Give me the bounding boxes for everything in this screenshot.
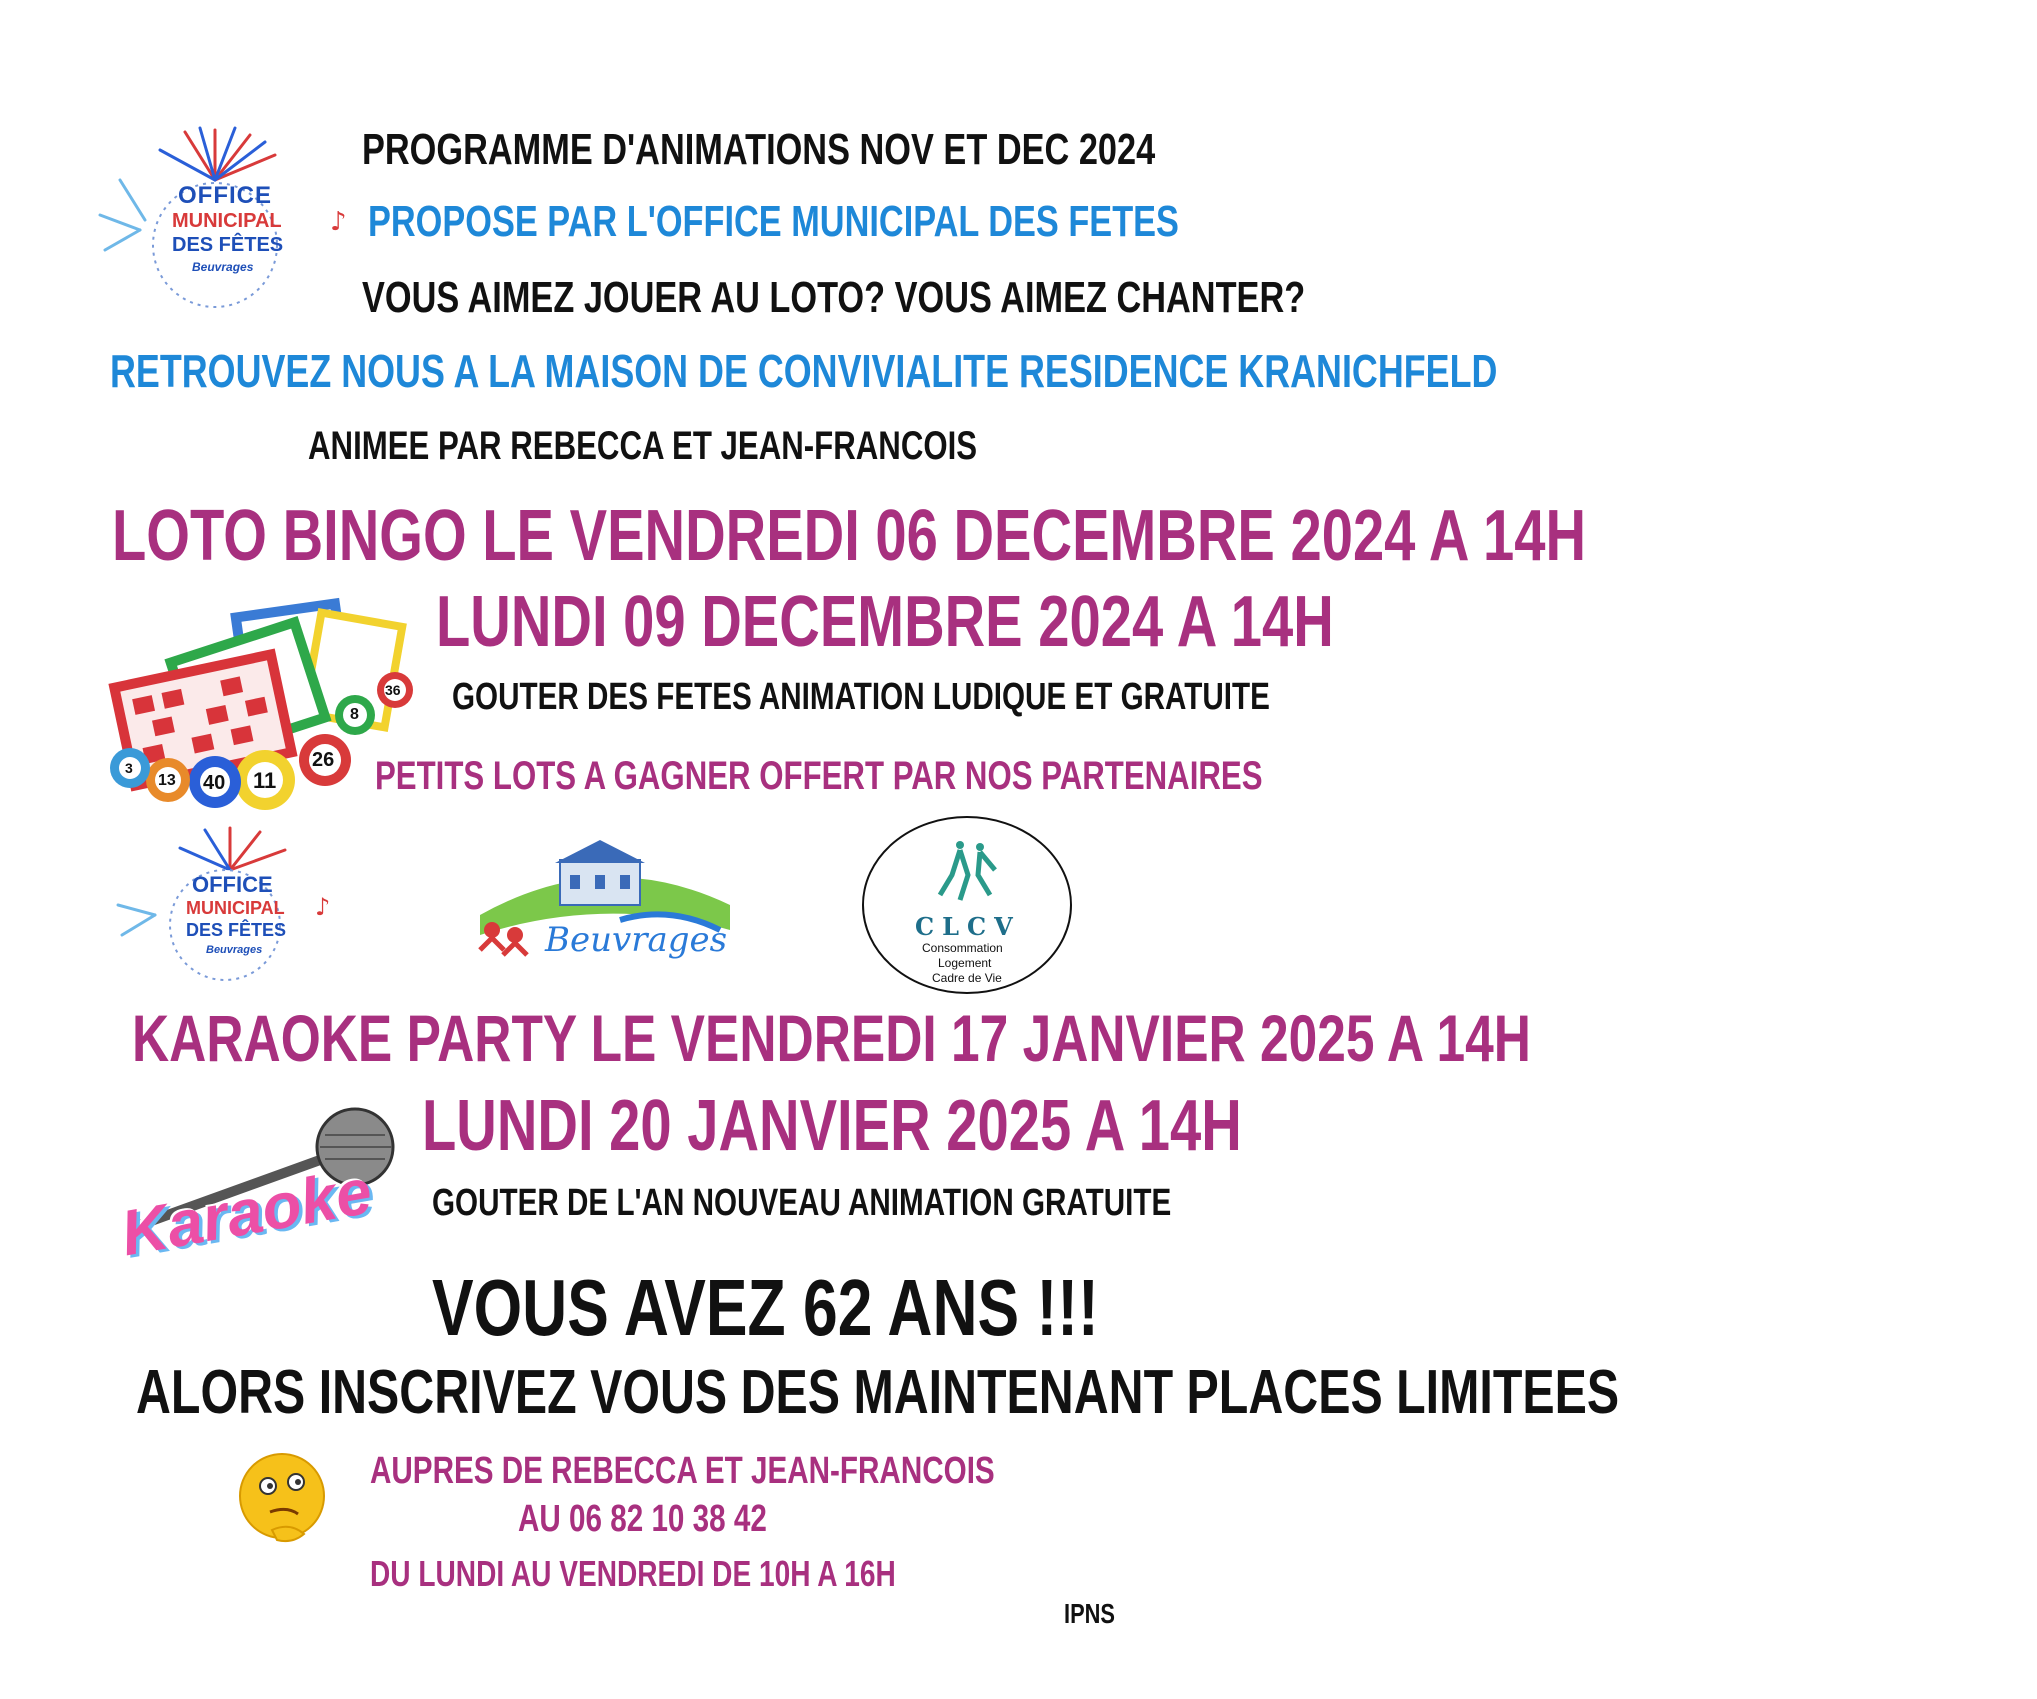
office-logo-line4-b: Beuvrages [206, 944, 263, 956]
phone-wrap [518, 1500, 837, 1538]
karaoke-gouter-wrap [432, 1184, 1380, 1222]
ball-label-7: 3 [125, 760, 133, 776]
contact-wrap [370, 1452, 1171, 1490]
karaoke-gouter: GOUTER DE L'AN NOUVEAU ANIMATION GRATUITE [432, 1182, 1172, 1224]
header-question-wrap [362, 273, 1571, 322]
office-logo-line3: DES FÊTES [172, 234, 284, 256]
office-logo-line1: OFFICE [178, 182, 272, 209]
clcv-line3: Cadre de Vie [932, 971, 1002, 985]
ball-label-6: 13 [158, 772, 176, 789]
office-municipal-logo-bottom [110, 820, 350, 990]
ipns-wrap [1064, 1600, 1129, 1628]
smiley-thinking-icon [232, 1448, 332, 1548]
loto-lots-wrap [375, 756, 1513, 796]
clcv-logo [860, 815, 1075, 995]
ball-label-4: 11 [253, 768, 277, 793]
hours-wrap [370, 1553, 1044, 1594]
ball-label-5: 40 [203, 772, 226, 794]
page-title: PROGRAMME D'ANIMATIONS NOV ET DEC 2024 [362, 125, 1156, 174]
loto-date1: LOTO BINGO LE VENDREDI 06 DECEMBRE 2024 A 14H [112, 496, 1587, 576]
loto-date2-wrap [436, 582, 1587, 662]
office-logo-line3-b: DES FÊTES [186, 920, 287, 940]
ball-label-1: 36 [385, 682, 401, 698]
svg-text:♪: ♪ [315, 893, 331, 921]
age-wrap [432, 1263, 1287, 1352]
office-logo-line4: Beuvrages [192, 260, 254, 274]
header-subtitle-wrap [368, 197, 1408, 246]
ipns-text: IPNS [1064, 1598, 1115, 1629]
karaoke-date2-wrap [422, 1086, 1473, 1166]
loto-date1-wrap [112, 496, 2002, 576]
age-text: VOUS AVEZ 62 ANS !!! [432, 1263, 1099, 1352]
office-logo-line1-b: OFFICE [192, 872, 273, 897]
beuvrages-logo [470, 835, 740, 975]
hours-text: DU LUNDI AU VENDREDI DE 10H A 16H [370, 1553, 896, 1594]
register-text: ALORS INSCRIVEZ VOUS DES MAINTENANT PLACES LIMITEES [136, 1358, 1620, 1427]
page-subtitle: PROPOSE PAR L'OFFICE MUNICIPAL DES FETES [368, 197, 1179, 246]
karaoke-logo-text: Karaoke [115, 1154, 377, 1270]
clcv-name: CLCV [915, 912, 1021, 941]
office-municipal-logo-top [90, 120, 347, 320]
phone-text: AU 06 82 10 38 42 [518, 1498, 767, 1540]
ball-label-3: 26 [312, 749, 335, 771]
question-text: VOUS AIMEZ JOUER AU LOTO? VOUS AIMEZ CHANTER? [362, 273, 1306, 322]
clcv-line2: Logement [938, 956, 992, 970]
svg-text:♪: ♪ [330, 207, 347, 237]
clcv-line1: Consommation [922, 941, 1003, 955]
loto-gouter: GOUTER DES FETES ANIMATION LUDIQUE ET GRATUITE [452, 676, 1270, 718]
loto-gouter-wrap [452, 678, 1501, 716]
karaoke-date1-wrap [132, 1001, 1926, 1075]
register-wrap [136, 1358, 2037, 1427]
header-title-wrap [362, 125, 1379, 174]
beuvrages-logo-text: Beuvrages [545, 920, 728, 960]
hosts-wrap [308, 426, 1166, 466]
hosts-text: ANIMEE PAR REBECCA ET JEAN-FRANCOIS [308, 424, 978, 468]
location-wrap [110, 345, 1889, 397]
contact-text: AUPRES DE REBECCA ET JEAN-FRANCOIS [370, 1450, 995, 1492]
karaoke-date2: LUNDI 20 JANVIER 2025 A 14H [422, 1086, 1242, 1166]
location-text: RETROUVEZ NOUS A LA MAISON DE CONVIVIALITE RESIDENCE KRANICHFELD [110, 345, 1498, 397]
office-logo-line2-b: MUNICIPAL [186, 898, 285, 918]
loto-date2: LUNDI 09 DECEMBRE 2024 A 14H [436, 582, 1334, 662]
karaoke-logo [110, 1105, 410, 1275]
office-logo-line2: MUNICIPAL [172, 210, 282, 232]
loto-lots: PETITS LOTS A GAGNER OFFERT PAR NOS PARTENAIRES [375, 754, 1263, 798]
karaoke-date1: KARAOKE PARTY LE VENDREDI 17 JANVIER 2025 A 14H [132, 1001, 1531, 1075]
ball-label-2: 8 [350, 706, 359, 723]
